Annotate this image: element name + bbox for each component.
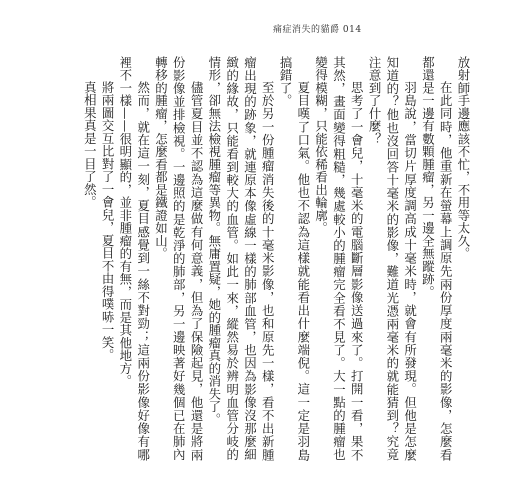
paragraph: 至於另一份腫瘤消失後的十毫米影像，也和原先一樣，看不出新腫瘤出現的跡象，就連原本像虛線一樣的肺部血管，也因為影像沒那麼細緻的緣故，只能看到較大的血管。如此一來，縱然易於辨明血管分岐的情形，卻無法檢視腫瘤等異物。無庸置疑，她的腫瘤真的消失了。 — [206, 56, 276, 461]
paragraph: 放射師手邊應該不忙，不用等太久。 — [456, 56, 471, 260]
paragraph: 然而，就在這一刻，夏目感覺到一絲不對勁；這兩份影像好像有哪裡不一樣——很明顯的，並非腫瘤的有無，而是其他地方。 — [117, 56, 151, 461]
paragraph: 真相果真是一目了然。 — [82, 80, 98, 209]
paragraph: 思考了一會兒，十毫米的電腦斷層影像送過來了。打開一看，果不其然，畫面變得粗糙，幾處較小的腫瘤完全看不見了。大一點的腫瘤也變得模糊，只能依稀看出輪廓。 — [313, 56, 365, 461]
paragraph: 在此同時，他重新在螢幕上調原先兩份厚度兩毫米的影像，怎麼看都還是一邊有數顆腫瘤，另一邊全無蹤跡。 — [420, 56, 454, 461]
paragraph: 將兩圖交互比對了一會兒，夏目不由得噗哧一笑。 — [100, 80, 116, 362]
paragraph: 儘管夏目並不認為這麼做有何意義，但為了保險起見，他還是將兩份影像並排檢視。一邊照的是乾淨的肺部，另一邊映著好幾個已在肺內轉移的腫瘤，怎麼看都是鐵證如山。 — [153, 56, 205, 461]
running-head: 痛症消失的貓爵 014 — [273, 25, 362, 35]
paragraph: 夏目嘆了口氣。他也不認為這樣就能看出什麼端倪。這一定是羽島搞錯了。 — [278, 56, 311, 461]
paragraph: 羽島說，當切片厚度調高成十毫米時，就會有所發現。但他是怎麼知道的？他也沒回答十毫米的影像，難道光憑兩毫米的就能猜到？究竟注意到了什麼？ — [367, 56, 418, 461]
body-text — [82, 56, 472, 461]
